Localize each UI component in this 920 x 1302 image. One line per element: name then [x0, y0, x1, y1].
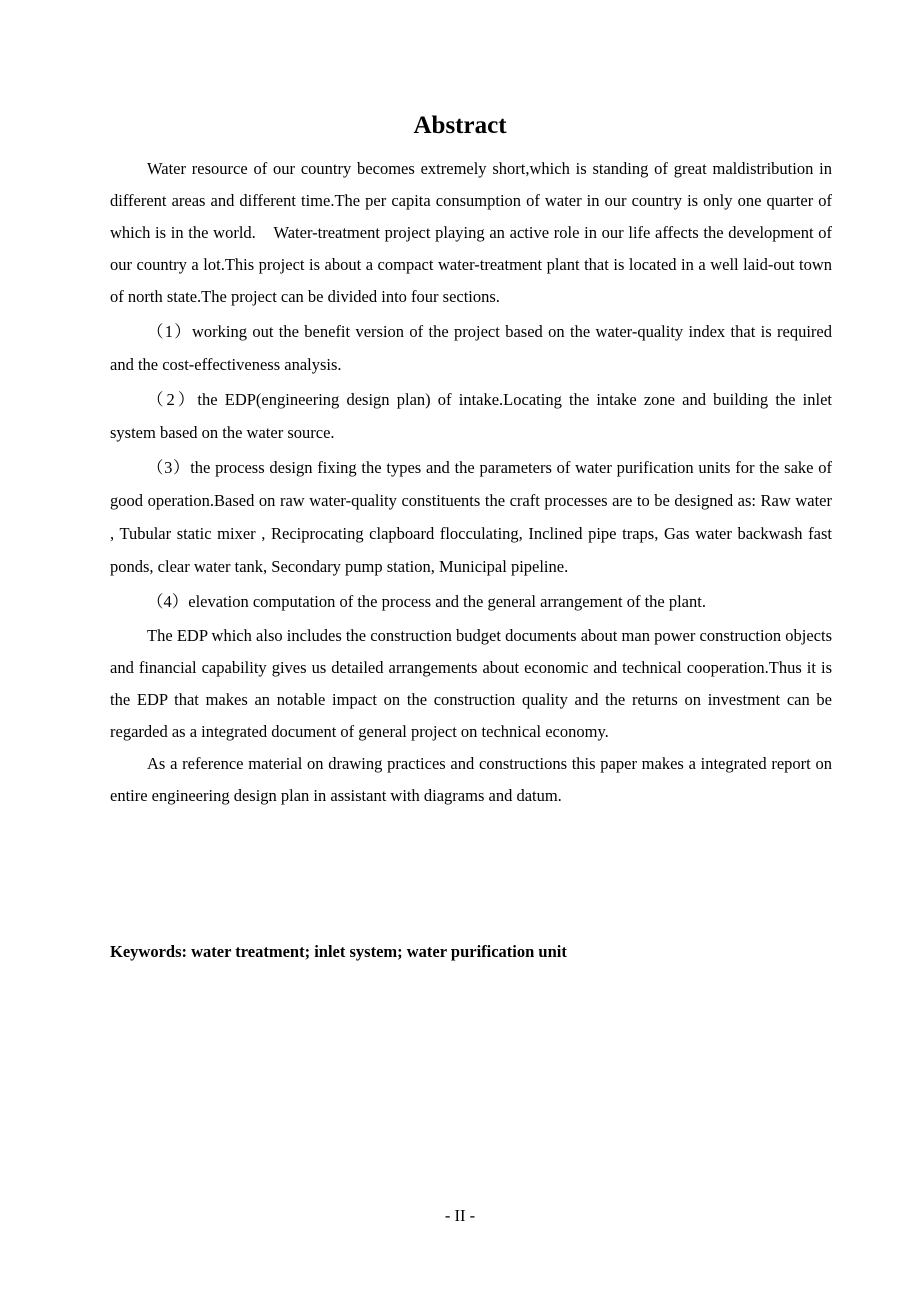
abstract-paragraph-reference: As a reference material on drawing practices and constructions this paper makes a integrated report on entire engineering design plan in assistant with diagrams and datum. [110, 754, 832, 805]
keywords-line: Keywords: water treatment; inlet system; water purification unit [110, 942, 567, 961]
abstract-body [110, 153, 832, 812]
abstract-paragraph-edp: The EDP which also includes the construction budget documents about man power construction objects and financial capability gives us detailed arrangements about economic and technical cooperation.Thus it is the EDP that makes an notable impact on the construction quality and the returns on investment can be regarded as a integrated document of general project on technical economy. [110, 626, 832, 741]
abstract-item-2: （2）the EDP(engineering design plan) of intake.Locating the intake zone and building the inlet system based on the water source. [110, 390, 832, 442]
abstract-item-1: （1）working out the benefit version of the project based on the water-quality index that is required and the cost-effectiveness analysis. [110, 322, 832, 374]
abstract-item-3: （3）the process design fixing the types and the parameters of water purification units for the sake of good operation.Based on raw water-quality constituents the craft processes are to be designed as: Raw water , Tubular static mixer , Reciprocating clapboard flocculating, Inclined pipe traps, Gas water backwash fast ponds, clear water tank, Secondary pump station, Municipal pipeline. [110, 458, 832, 576]
page-number: - II - [444, 1206, 476, 1225]
abstract-item-4: （4）elevation computation of the process and the general arrangement of the plant. [147, 592, 706, 611]
page-title: Abstract [413, 112, 507, 139]
abstract-paragraph-intro: Water resource of our country becomes extremely short,which is standing of great maldistribution in different areas and different time.The per capita consumption of water in our country is only one quarter of which is in the world. Water-treatment project playing an active role in our life affects the development of our country a lot.This project is about a compact water-treatment plant that is located in a well laid-out town of north state.The project can be divided into four sections. [110, 159, 832, 306]
